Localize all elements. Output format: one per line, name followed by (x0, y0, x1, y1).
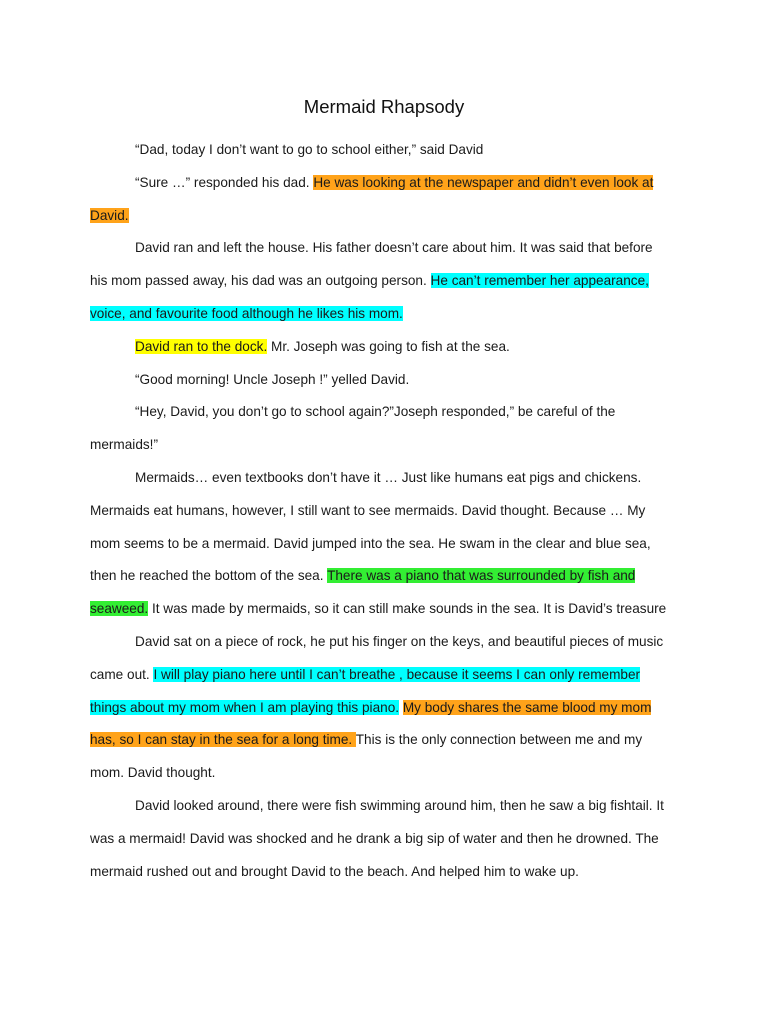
text-segment: mermaid rushed out and brought David to the beach. And helped him to wake up. (90, 863, 579, 879)
text-segment: mom. David thought. (90, 765, 216, 781)
text-line (90, 298, 678, 331)
text-segment: It was made by mermaids, so it can still make sounds in the sea. It is David’s treasure (148, 601, 667, 617)
text-segment: “Dad, today I don’t want to go to school either,” said David (135, 142, 484, 157)
paragraph (90, 462, 678, 626)
text-line (90, 823, 678, 856)
text-line (90, 790, 678, 823)
text-segment: “Sure …” responded his dad. (135, 174, 314, 190)
text-segment: Mr. Joseph was going to fish at the sea. (267, 338, 510, 354)
highlighted-text: He can’t remember her appearance, (430, 273, 649, 289)
text-segment: mermaids!” (90, 437, 158, 453)
highlighted-text: I will play piano here until I can’t breathe , because it seems I can only remember (153, 666, 641, 682)
text-line (90, 232, 678, 265)
text-segment: “Hey, David, you don’t go to school again?”Joseph responded,” be careful of the (135, 404, 616, 420)
text-segment: “Good morning! Uncle Joseph !” yelled David. (135, 371, 410, 387)
highlighted-text: David. (90, 207, 129, 223)
text-line (90, 856, 678, 889)
text-line (90, 396, 678, 429)
paragraph (90, 167, 678, 233)
highlighted-text: things about my mom when I am playing this piano. (90, 699, 400, 715)
highlighted-text: There was a piano that was surrounded by fish and (327, 568, 636, 584)
text-line (90, 495, 678, 528)
text-segment: This is the only connection between me and my (355, 732, 643, 748)
text-segment: David sat on a piece of rock, he put his finger on the keys, and beautiful pieces of music (135, 633, 664, 649)
highlighted-text: has, so I can stay in the sea for a long time. (90, 732, 356, 748)
text-segment: came out. (90, 666, 154, 682)
text-segment: David ran and left the house. His father doesn’t care about him. It was said that before (135, 240, 653, 256)
paragraph (90, 232, 678, 330)
text-line (90, 429, 678, 462)
text-line (90, 265, 678, 298)
paragraph (90, 396, 678, 462)
text-line (90, 331, 678, 364)
text-segment: was a mermaid! David was shocked and he drank a big sip of water and then he drowned. The (90, 830, 659, 846)
text-line (90, 593, 678, 626)
document-body (90, 134, 678, 888)
paragraph (90, 626, 678, 790)
paragraph (90, 134, 678, 167)
text-segment: his mom passed away, his dad was an outgoing person. (90, 273, 431, 289)
text-line (90, 659, 678, 692)
highlighted-text: My body shares the same blood my mom (402, 699, 652, 715)
text-line (90, 560, 678, 593)
text-line (90, 364, 678, 397)
text-line (90, 724, 678, 757)
text-line (90, 167, 678, 200)
text-line (90, 462, 678, 495)
highlighted-text: seaweed. (90, 601, 149, 617)
text-line (90, 757, 678, 790)
text-line (90, 134, 678, 167)
text-line (90, 200, 678, 233)
highlighted-text: voice, and favourite food although he likes his mom. (90, 305, 403, 321)
text-segment: Mermaids… even textbooks don’t have it … Just like humans eat pigs and chickens. (135, 469, 642, 485)
paragraph (90, 790, 678, 888)
text-line (90, 692, 678, 725)
highlighted-text: David ran to the dock. (135, 338, 268, 354)
text-segment: then he reached the bottom of the sea. (90, 568, 328, 584)
text-segment: David looked around, there were fish swimming around him, then he saw a big fishtail. It (135, 797, 664, 813)
paragraph (90, 331, 678, 364)
text-segment: Mermaids eat humans, however, I still want to see mermaids. David thought. Because … My (90, 502, 646, 518)
text-line (90, 626, 678, 659)
paragraph (90, 364, 678, 397)
document-title: Mermaid Rhapsody (303, 96, 465, 117)
text-segment: mom seems to be a mermaid. David jumped into the sea. He swam in the clear and blue sea, (90, 535, 651, 551)
text-line (90, 528, 678, 561)
highlighted-text: He was looking at the newspaper and didn’t even look at (313, 174, 654, 190)
